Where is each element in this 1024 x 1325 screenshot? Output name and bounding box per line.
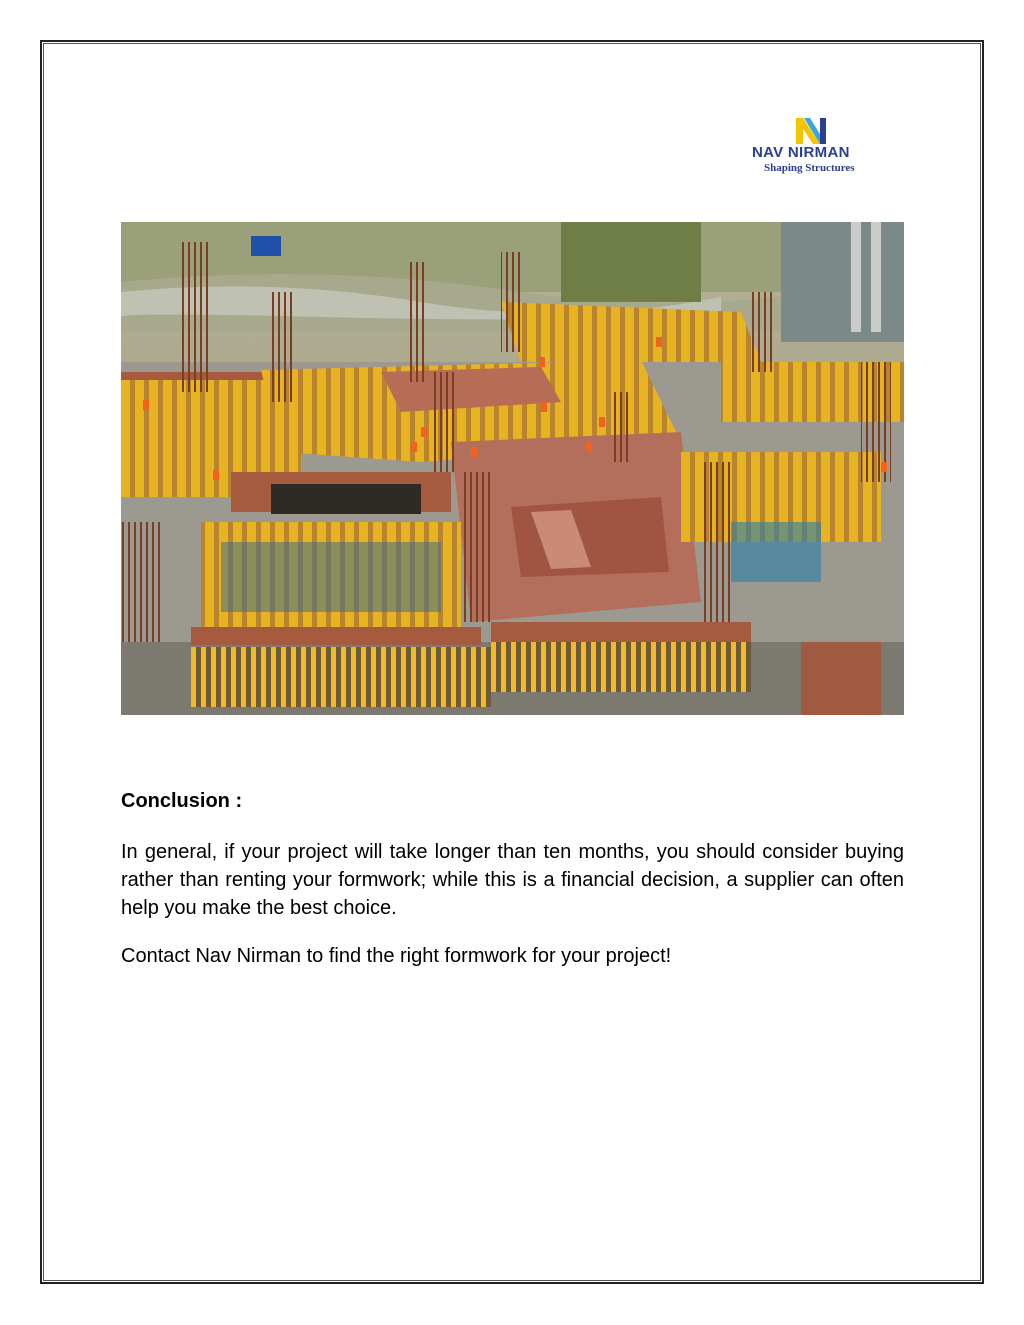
company-logo [752,118,882,178]
nav-nirman-logo-icon [796,118,828,146]
conclusion-heading: Conclusion : [121,790,243,812]
construction-site-photo [121,222,904,715]
conclusion-paragraph: In general, if your project will take longer than ten months, you should consider buying rather than renting your formwork; while this is a financial decision, a supplier can often help you make the best choice. [121,841,904,919]
construction-photo-illustration [121,222,904,715]
contact-paragraph: Contact Nav Nirman to find the right formwork for your project! [121,945,672,967]
logo-name: NAV NIRMAN [752,144,850,161]
logo-tagline: Shaping Structures [764,162,855,174]
